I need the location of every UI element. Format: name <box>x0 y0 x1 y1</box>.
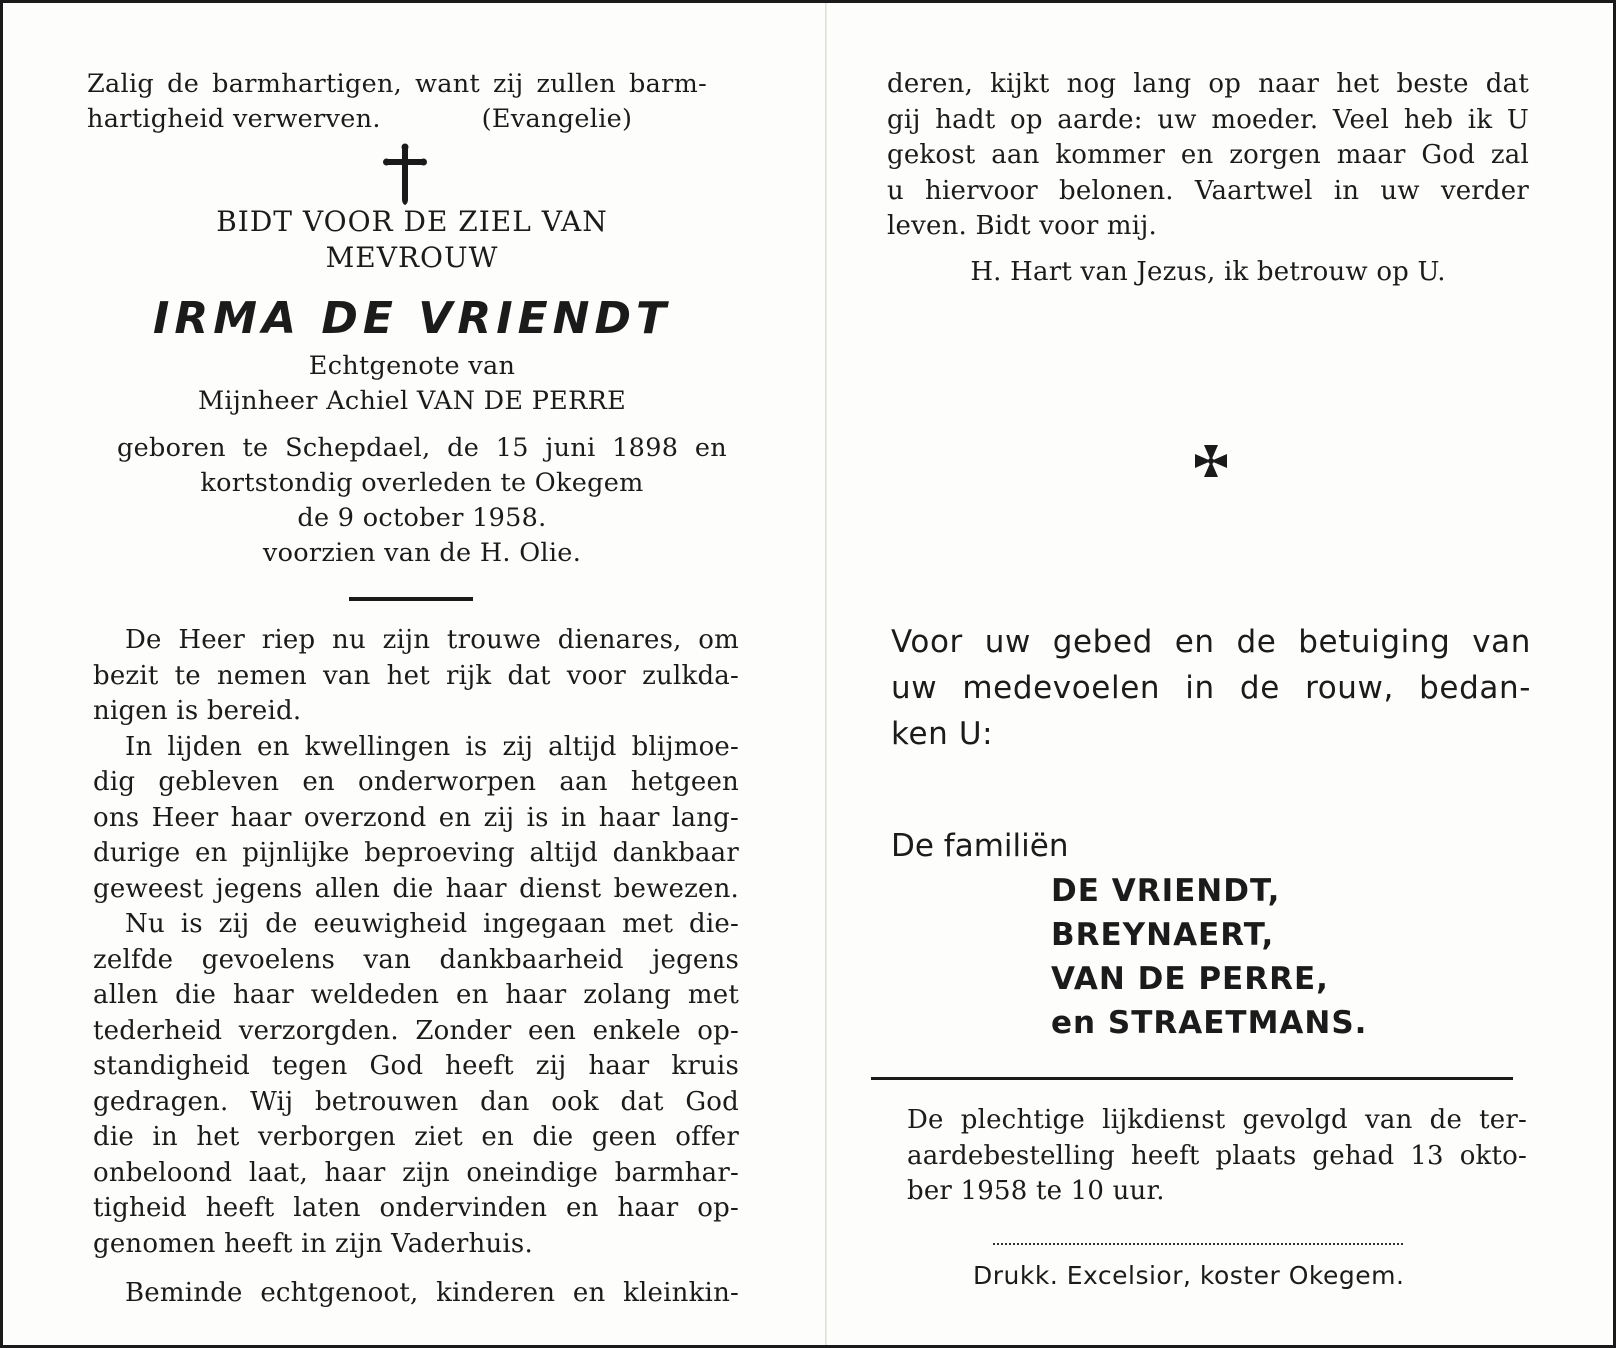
service-line: aardebestelling heeft plaats gehad 13 okto- <box>907 1140 1527 1171</box>
farewell-text <box>887 67 1529 245</box>
verse-line: Zalig de barmhartigen, want zij zullen barm- <box>87 69 707 99</box>
prayer-line: MEVROUW <box>325 241 499 274</box>
farewell-line: u hiervoor belonen. Vaartwel in uw verder <box>887 175 1529 206</box>
divider <box>871 1077 1513 1080</box>
birth-death-info <box>117 431 727 571</box>
eulogy-text <box>93 623 739 1312</box>
printer-credit: Drukk. Excelsior, koster Okegem. <box>973 1261 1405 1290</box>
thanks-line: uw medevoelen in de rouw, bedan- <box>891 670 1531 706</box>
deceased-name: IRMA DE VRIENDT <box>152 293 672 344</box>
eulogy-line: tederheid verzorgden. Zonder een enkele op- <box>93 1015 739 1046</box>
date-line: voorzien van de H. Olie. <box>262 538 582 568</box>
farewell-line: deren, kijkt nog lang op naar het beste dat <box>887 69 1529 99</box>
eulogy-line: dig gebleven en onderworpen aan hetgeen <box>93 767 739 797</box>
spouse-info <box>87 349 737 419</box>
spouse-line: Mijnheer Achiel VAN DE PERRE <box>198 386 626 416</box>
families-list <box>1051 869 1367 1045</box>
eulogy-line: nigen is bereid. <box>93 696 302 726</box>
family-name: STRAETMANS. <box>1107 1005 1368 1041</box>
bible-verse <box>87 67 707 137</box>
thanks-text <box>891 619 1531 757</box>
invocation-line: H. Hart van Jezus, ik betrouw op U. <box>970 257 1446 287</box>
families-label: De familiën <box>891 828 1069 864</box>
eulogy-line: zelfde gevoelens van dankbaarheid jegens <box>93 944 739 975</box>
eulogy-line: standigheid tegen God heeft zij haar kruis <box>93 1051 739 1081</box>
invocation <box>887 255 1529 291</box>
thanks-line: Voor uw gebed en de betuiging van <box>891 624 1531 660</box>
latin-cross-icon <box>383 143 427 207</box>
divider <box>349 597 473 601</box>
dotted-divider <box>993 1243 1403 1245</box>
eulogy-line: Nu is zij de eeuwigheid ingegaan met die- <box>125 909 739 939</box>
service-line: De plechtige lijkdienst gevolgd van de ter- <box>907 1105 1527 1135</box>
farewell-line: gekost aan kommer en zorgen maar God zal <box>887 140 1529 170</box>
date-line: kortstondig overleden te Okegem <box>200 468 644 498</box>
fold-line <box>825 3 827 1345</box>
farewell-line: gij hadt op aarde: uw moeder. Veel heb ik U <box>887 104 1529 135</box>
eulogy-line: tigheid heeft laten ondervinden en haar op- <box>93 1193 739 1223</box>
family-name-last <box>1051 1001 1367 1045</box>
eulogy-line: Beminde echtgenoot, kinderen en kleinkin- <box>125 1278 739 1308</box>
eulogy-line: gedragen. Wij betrouwen dan ook dat God <box>93 1086 739 1117</box>
eulogy-line: onbeloond laat, haar zijn oneindige barmhar- <box>93 1157 739 1188</box>
eulogy-line: allen die haar weldeden en haar zolang met <box>93 980 739 1010</box>
eulogy-line: ons Heer haar overzond en zij is in haar lang- <box>93 802 739 833</box>
eulogy-line: die in het verborgen ziet en die geen offer <box>93 1122 739 1152</box>
date-line: geboren te Schepdael, de 15 juni 1898 en <box>117 433 727 463</box>
date-line: de 9 october 1958. <box>297 503 547 533</box>
family-conjunction: en <box>1051 1005 1097 1041</box>
verse-line: hartigheid verwerven. (Evangelie) <box>87 104 633 134</box>
cross-pattee-icon <box>1193 443 1229 479</box>
family-name: VAN DE PERRE, <box>1051 961 1329 997</box>
eulogy-line: durige en pijnlijke beproeving altijd dankbaar <box>93 838 739 868</box>
prayer-line: BIDT VOOR DE ZIEL VAN <box>216 205 608 238</box>
family-name: BREYNAERT, <box>1051 917 1275 953</box>
thanks-line: ken U: <box>891 716 994 752</box>
eulogy-line: bezit te nemen van het rijk dat voor zulkda- <box>93 660 739 691</box>
service-line: ber 1958 te 10 uur. <box>907 1176 1165 1206</box>
family-name: DE VRIENDT, <box>1051 873 1281 909</box>
funeral-service-info <box>907 1103 1527 1210</box>
prayer-heading <box>87 204 737 276</box>
farewell-line: leven. Bidt voor mij. <box>887 211 1158 241</box>
eulogy-line: genomen heeft in zijn Vaderhuis. <box>93 1228 533 1259</box>
eulogy-line: In lijden en kwellingen is zij altijd blijmoe- <box>125 731 739 762</box>
eulogy-line: De Heer riep nu zijn trouwe dienares, om <box>125 625 739 655</box>
eulogy-line: geweest jegens allen die haar dienst bewezen. <box>93 873 739 904</box>
spouse-line: Echtgenote van <box>308 351 516 381</box>
